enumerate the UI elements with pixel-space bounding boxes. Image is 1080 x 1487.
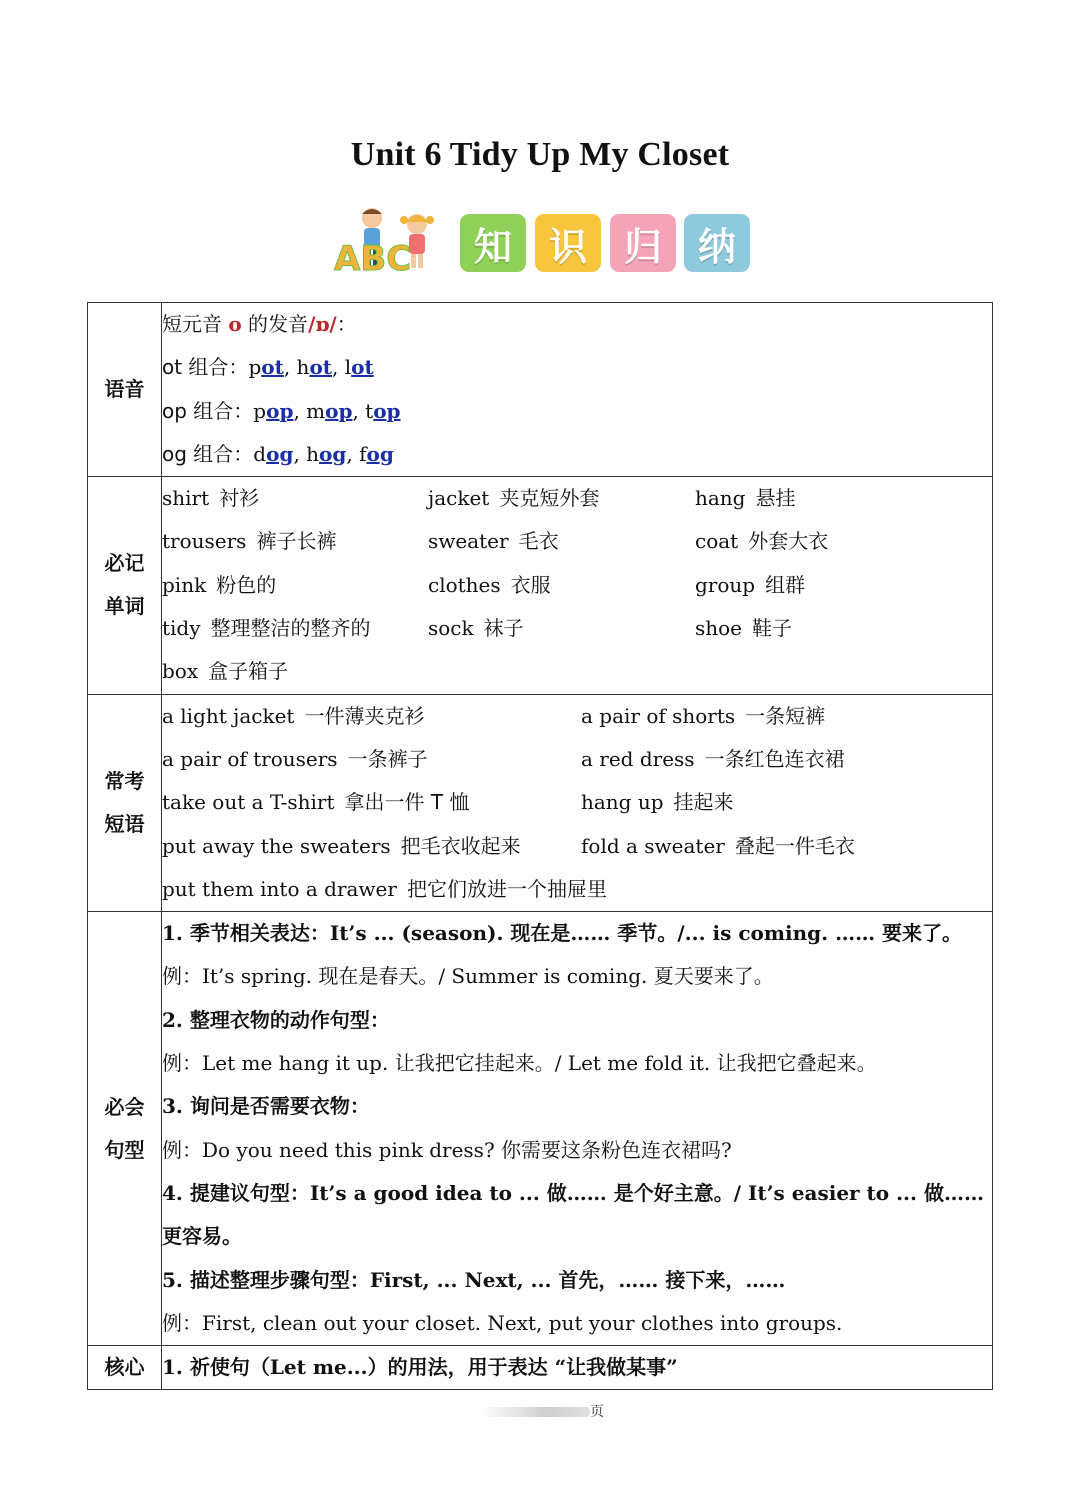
phonics-example-word: pop (253, 398, 294, 423)
sentence-pattern-heading: 5. 描述整理步骤句型：First, ... Next, ... 首先，…… 接下来，…… (162, 1267, 786, 1292)
sentence-lines (162, 912, 992, 1345)
phonics-group-prefix: og 组合： (162, 441, 254, 466)
phrase-item: a red dress 一条红色连衣裙 (581, 746, 845, 771)
banner-tile-zhi: 知 (460, 214, 526, 272)
vocab-content (162, 477, 993, 694)
phrases-row (88, 694, 993, 911)
phrase-item: put away the sweaters 把毛衣收起来 (162, 833, 521, 858)
core-label: 核心 (88, 1346, 162, 1390)
phrases-content (162, 694, 993, 911)
phrase-grid (162, 695, 992, 911)
vocab-item: sweater 毛衣 (428, 529, 559, 554)
phonics-group-prefix: ot 组合： (162, 355, 249, 380)
sentence-pattern-heading: 1. 季节相关表达：It’s ... (season). 现在是…… 季节。/... is coming. …… 要来了。 (162, 921, 963, 946)
phonics-example-word: hog (306, 441, 347, 466)
vocab-item: jacket 夹克短外套 (428, 486, 600, 511)
phonics-row (88, 303, 993, 477)
sentences-label: 必会 句型 (88, 912, 162, 1346)
vocab-grid (162, 477, 992, 693)
banner-tile-na: 纳 (684, 214, 750, 272)
vowel-letter: o (228, 312, 242, 336)
phonics-content (162, 303, 993, 477)
page-footer (480, 1403, 604, 1420)
phonics-intro: 短元音 o 的发音/ɒ/： (162, 312, 357, 336)
sentences-content (162, 912, 993, 1346)
page-title: Unit 6 Tidy Up My Closet (350, 136, 730, 173)
vocab-row (88, 477, 993, 694)
knowledge-summary-banner (332, 204, 752, 276)
sentence-pattern-heading: 3. 询问是否需要衣物： (162, 1094, 370, 1119)
vocab-item: pink 粉色的 (162, 572, 277, 597)
vocab-label: 必记 单词 (88, 477, 162, 694)
vocab-item: clothes 衣服 (428, 572, 551, 597)
sentence-pattern-heading: 2. 整理衣物的动作句型： (162, 1007, 390, 1032)
core-text: 1. 祈使句（Let me...）的用法，用于表达 “让我做某事” (162, 1355, 678, 1380)
phonics-groups (162, 346, 992, 476)
vocab-item: shoe 鞋子 (695, 616, 793, 641)
phrase-item: a pair of trousers 一条裤子 (162, 746, 428, 771)
knowledge-table (87, 302, 993, 1390)
sentence-pattern-heading: 4. 提建议句型：It’s a good idea to ... 做…… 是个好主意。/ It’s easier to ... 做…… 更容易。 (162, 1180, 984, 1249)
sentence-example: 例：Let me hang it up. 让我把它挂起来。/ Let me fold it. 让我把它叠起来。 (162, 1051, 877, 1076)
banner-tile-shi: 识 (535, 214, 601, 272)
phrase-item: a light jacket 一件薄夹克衫 (162, 703, 425, 728)
ipa-symbol: /ɒ/ (308, 312, 337, 336)
page-number-blur (480, 1407, 590, 1417)
core-content (162, 1346, 993, 1390)
sentence-example: 例：It’s spring. 现在是春天。/ Summer is coming. 夏天要来了。 (162, 964, 774, 989)
phonics-label: 语音 (88, 303, 162, 477)
phrase-item: a pair of shorts 一条短裤 (581, 703, 826, 728)
phonics-example-word: pot (248, 355, 284, 380)
vocab-item: coat 外套大衣 (695, 529, 829, 554)
phonics-example-word: top (365, 398, 401, 423)
vocab-item: tidy 整理整洁的整齐的 (162, 616, 371, 641)
phrase-item: put them into a drawer 把它们放进一个抽屉里 (162, 876, 607, 901)
vocab-item: sock 袜子 (428, 616, 524, 641)
vocab-item: hang 悬挂 (695, 486, 796, 511)
phonics-example-word: hot (296, 355, 333, 380)
vocab-item: trousers 裤子长裤 (162, 529, 337, 554)
abc-letters: ABC (334, 239, 412, 276)
phrase-item: take out a T-shirt 拿出一件 T 恤 (162, 790, 470, 815)
core-row (88, 1346, 993, 1390)
sentences-row (88, 912, 993, 1346)
phonics-group-line: og 组合：dog, hog, fog (162, 441, 394, 466)
sentence-example: 例：First, clean out your closet. Next, put your clothes into groups. (162, 1310, 843, 1335)
phonics-example-word: mop (306, 398, 353, 423)
phonics-group-line: op 组合：pop, mop, top (162, 398, 401, 423)
banner-tile-gui: 归 (610, 214, 676, 272)
vocab-item: shirt 衬衫 (162, 486, 260, 511)
page-footer-text: 页 (590, 1404, 604, 1420)
vocab-item: group 组群 (695, 572, 806, 597)
phonics-example-word: lot (344, 355, 374, 380)
phonics-example-word: fog (359, 441, 394, 466)
kids-abc-illustration (332, 204, 462, 276)
sentence-example: 例：Do you need this pink dress? 你需要这条粉色连衣裙吗? (162, 1137, 732, 1162)
phonics-group-line: ot 组合：pot, hot, lot (162, 355, 374, 380)
phrase-item: hang up 挂起来 (581, 790, 734, 815)
phrases-label: 常考 短语 (88, 694, 162, 911)
phonics-group-prefix: op 组合： (162, 398, 254, 423)
vocab-item: box 盒子箱子 (162, 659, 289, 684)
phrase-item: fold a sweater 叠起一件毛衣 (581, 833, 855, 858)
phonics-example-word: dog (253, 441, 294, 466)
